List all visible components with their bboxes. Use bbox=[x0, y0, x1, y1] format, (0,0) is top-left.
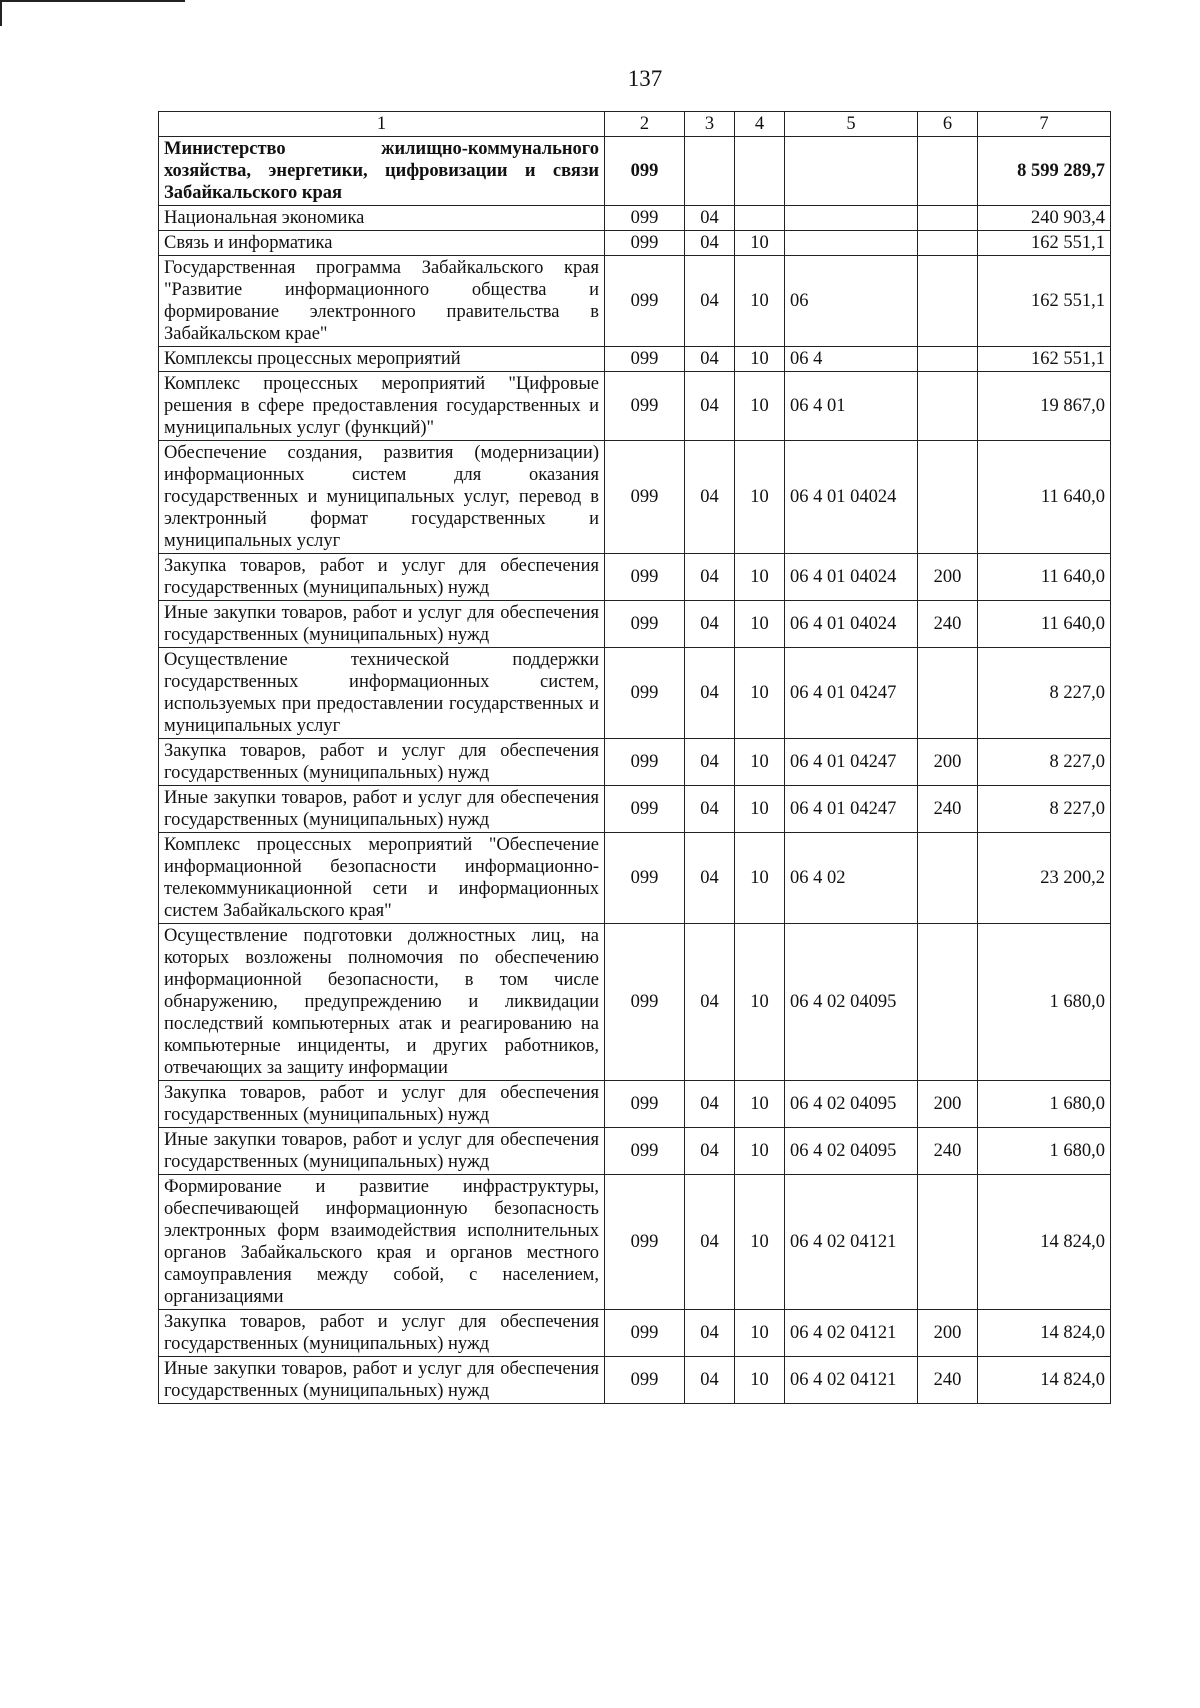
code-cell: 10 bbox=[735, 601, 785, 648]
code-cell: 04 bbox=[685, 441, 735, 554]
column-header: 4 bbox=[735, 112, 785, 137]
code-cell: 06 4 bbox=[785, 347, 918, 372]
code-cell: 240 bbox=[918, 1357, 978, 1404]
code-cell: 04 bbox=[685, 786, 735, 833]
code-cell bbox=[735, 137, 785, 206]
code-cell: 04 bbox=[685, 1357, 735, 1404]
code-cell: 06 4 02 04095 bbox=[785, 924, 918, 1081]
code-cell: 10 bbox=[735, 924, 785, 1081]
row-name-cell: Государственная программа Забайкальского края "Развитие информационного общества и формирование электронного правительства в Забайкальском крае" bbox=[159, 256, 605, 347]
code-cell: 099 bbox=[605, 231, 685, 256]
code-cell: 06 4 01 04024 bbox=[785, 601, 918, 648]
table-header-row bbox=[159, 112, 1111, 137]
column-header: 2 bbox=[605, 112, 685, 137]
code-cell: 099 bbox=[605, 372, 685, 441]
code-cell: 04 bbox=[685, 231, 735, 256]
code-cell: 10 bbox=[735, 648, 785, 739]
code-cell: 06 4 02 04095 bbox=[785, 1081, 918, 1128]
amount-cell: 1 680,0 bbox=[978, 1128, 1111, 1175]
code-cell bbox=[685, 137, 735, 206]
amount-cell: 162 551,1 bbox=[978, 347, 1111, 372]
code-cell bbox=[918, 137, 978, 206]
code-cell: 04 bbox=[685, 1175, 735, 1310]
code-cell: 10 bbox=[735, 372, 785, 441]
code-cell: 04 bbox=[685, 648, 735, 739]
code-cell: 240 bbox=[918, 786, 978, 833]
code-cell: 200 bbox=[918, 1081, 978, 1128]
table-row bbox=[159, 554, 1111, 601]
column-header: 6 bbox=[918, 112, 978, 137]
column-header: 7 bbox=[978, 112, 1111, 137]
code-cell: 04 bbox=[685, 372, 735, 441]
scan-edge-line bbox=[0, 0, 185, 2]
amount-cell: 8 227,0 bbox=[978, 786, 1111, 833]
code-cell bbox=[735, 206, 785, 231]
code-cell: 04 bbox=[685, 739, 735, 786]
amount-cell: 11 640,0 bbox=[978, 554, 1111, 601]
code-cell: 06 4 02 bbox=[785, 833, 918, 924]
row-name-cell: Иные закупки товаров, работ и услуг для обеспечения государственных (муниципальных) нужд bbox=[159, 601, 605, 648]
code-cell: 10 bbox=[735, 256, 785, 347]
code-cell: 099 bbox=[605, 601, 685, 648]
column-header: 1 bbox=[159, 112, 605, 137]
code-cell: 10 bbox=[735, 347, 785, 372]
code-cell: 06 bbox=[785, 256, 918, 347]
amount-cell: 14 824,0 bbox=[978, 1357, 1111, 1404]
row-name-cell: Осуществление технической поддержки государственных информационных систем, используемых при предоставлении государственных и муниципальных услуг bbox=[159, 648, 605, 739]
row-name-cell: Осуществление подготовки должностных лиц, на которых возложены полномочия по обеспечению информационной безопасности, в том числе обнаружению, предупреждению и ликвидации последствий компьютерных атак и реагированию на компьютерные инциденты, и других работников, отвечающих за защиту информации bbox=[159, 924, 605, 1081]
table-row bbox=[159, 1175, 1111, 1310]
code-cell bbox=[785, 231, 918, 256]
table-row bbox=[159, 786, 1111, 833]
code-cell: 04 bbox=[685, 554, 735, 601]
budget-table bbox=[158, 111, 1111, 1404]
code-cell bbox=[918, 347, 978, 372]
code-cell: 04 bbox=[685, 1081, 735, 1128]
amount-cell: 240 903,4 bbox=[978, 206, 1111, 231]
code-cell: 10 bbox=[735, 739, 785, 786]
scan-edge-line bbox=[0, 0, 2, 26]
amount-cell: 23 200,2 bbox=[978, 833, 1111, 924]
code-cell: 04 bbox=[685, 1310, 735, 1357]
code-cell: 10 bbox=[735, 1081, 785, 1128]
amount-cell: 8 599 289,7 bbox=[978, 137, 1111, 206]
code-cell: 04 bbox=[685, 924, 735, 1081]
code-cell: 099 bbox=[605, 256, 685, 347]
table-row bbox=[159, 137, 1111, 206]
table-row bbox=[159, 1357, 1111, 1404]
row-name-cell: Иные закупки товаров, работ и услуг для обеспечения государственных (муниципальных) нужд bbox=[159, 786, 605, 833]
amount-cell: 8 227,0 bbox=[978, 739, 1111, 786]
table-row bbox=[159, 833, 1111, 924]
row-name-cell: Связь и информатика bbox=[159, 231, 605, 256]
row-name-cell: Иные закупки товаров, работ и услуг для обеспечения государственных (муниципальных) нужд bbox=[159, 1357, 605, 1404]
code-cell: 10 bbox=[735, 833, 785, 924]
code-cell: 10 bbox=[735, 554, 785, 601]
code-cell: 200 bbox=[918, 554, 978, 601]
code-cell bbox=[918, 372, 978, 441]
table-row bbox=[159, 441, 1111, 554]
code-cell: 06 4 02 04121 bbox=[785, 1175, 918, 1310]
code-cell: 099 bbox=[605, 347, 685, 372]
code-cell: 099 bbox=[605, 924, 685, 1081]
code-cell: 04 bbox=[685, 206, 735, 231]
code-cell: 06 4 01 04024 bbox=[785, 554, 918, 601]
code-cell: 099 bbox=[605, 1175, 685, 1310]
code-cell: 099 bbox=[605, 441, 685, 554]
row-name-cell: Комплексы процессных мероприятий bbox=[159, 347, 605, 372]
code-cell bbox=[918, 924, 978, 1081]
row-name-cell: Закупка товаров, работ и услуг для обеспечения государственных (муниципальных) нужд bbox=[159, 739, 605, 786]
amount-cell: 162 551,1 bbox=[978, 256, 1111, 347]
code-cell: 06 4 02 04095 bbox=[785, 1128, 918, 1175]
row-name-cell: Министерство жилищно-коммунального хозяйства, энергетики, цифровизации и связи Забайкальского края bbox=[159, 137, 605, 206]
code-cell: 04 bbox=[685, 347, 735, 372]
code-cell: 04 bbox=[685, 1128, 735, 1175]
code-cell bbox=[785, 206, 918, 231]
code-cell: 099 bbox=[605, 1357, 685, 1404]
amount-cell: 1 680,0 bbox=[978, 1081, 1111, 1128]
amount-cell: 19 867,0 bbox=[978, 372, 1111, 441]
code-cell: 099 bbox=[605, 554, 685, 601]
amount-cell: 11 640,0 bbox=[978, 441, 1111, 554]
row-name-cell: Закупка товаров, работ и услуг для обеспечения государственных (муниципальных) нужд bbox=[159, 1081, 605, 1128]
column-header: 3 bbox=[685, 112, 735, 137]
code-cell: 10 bbox=[735, 231, 785, 256]
code-cell: 10 bbox=[735, 1310, 785, 1357]
code-cell bbox=[785, 137, 918, 206]
code-cell: 10 bbox=[735, 1175, 785, 1310]
row-name-cell: Иные закупки товаров, работ и услуг для обеспечения государственных (муниципальных) нужд bbox=[159, 1128, 605, 1175]
code-cell: 099 bbox=[605, 739, 685, 786]
code-cell: 099 bbox=[605, 1081, 685, 1128]
code-cell: 06 4 02 04121 bbox=[785, 1357, 918, 1404]
code-cell: 200 bbox=[918, 1310, 978, 1357]
table-row bbox=[159, 206, 1111, 231]
table-row bbox=[159, 1310, 1111, 1357]
table-row bbox=[159, 347, 1111, 372]
code-cell: 099 bbox=[605, 648, 685, 739]
code-cell: 04 bbox=[685, 833, 735, 924]
code-cell: 10 bbox=[735, 441, 785, 554]
code-cell: 04 bbox=[685, 256, 735, 347]
code-cell bbox=[918, 231, 978, 256]
code-cell bbox=[918, 833, 978, 924]
code-cell: 10 bbox=[735, 1357, 785, 1404]
code-cell: 06 4 01 04247 bbox=[785, 739, 918, 786]
table-row bbox=[159, 924, 1111, 1081]
table-row bbox=[159, 648, 1111, 739]
amount-cell: 162 551,1 bbox=[978, 231, 1111, 256]
code-cell: 06 4 01 04024 bbox=[785, 441, 918, 554]
amount-cell: 1 680,0 bbox=[978, 924, 1111, 1081]
code-cell bbox=[918, 206, 978, 231]
table-row bbox=[159, 739, 1111, 786]
code-cell: 099 bbox=[605, 206, 685, 231]
page-number: 137 bbox=[627, 66, 663, 91]
code-cell: 099 bbox=[605, 786, 685, 833]
code-cell bbox=[918, 1175, 978, 1310]
amount-cell: 14 824,0 bbox=[978, 1310, 1111, 1357]
table-row bbox=[159, 601, 1111, 648]
code-cell: 06 4 01 04247 bbox=[785, 648, 918, 739]
row-name-cell: Формирование и развитие инфраструктуры, обеспечивающей информационную безопасность электронных форм взаимодействия исполнительных органов Забайкальского края и органов местного самоуправления между собой, с населением, организациями bbox=[159, 1175, 605, 1310]
row-name-cell: Национальная экономика bbox=[159, 206, 605, 231]
row-name-cell: Обеспечение создания, развития (модернизации) информационных систем для оказания государственных и муниципальных услуг, перевод в электронный формат государственных и муниципальных услуг bbox=[159, 441, 605, 554]
table-row bbox=[159, 1081, 1111, 1128]
code-cell: 099 bbox=[605, 137, 685, 206]
row-name-cell: Закупка товаров, работ и услуг для обеспечения государственных (муниципальных) нужд bbox=[159, 554, 605, 601]
code-cell: 10 bbox=[735, 1128, 785, 1175]
code-cell: 06 4 02 04121 bbox=[785, 1310, 918, 1357]
table-body bbox=[159, 137, 1111, 1404]
column-header: 5 bbox=[785, 112, 918, 137]
code-cell: 04 bbox=[685, 601, 735, 648]
code-cell bbox=[918, 256, 978, 347]
amount-cell: 8 227,0 bbox=[978, 648, 1111, 739]
table-row bbox=[159, 1128, 1111, 1175]
code-cell: 099 bbox=[605, 1310, 685, 1357]
code-cell: 10 bbox=[735, 786, 785, 833]
code-cell: 099 bbox=[605, 1128, 685, 1175]
table-row bbox=[159, 231, 1111, 256]
amount-cell: 14 824,0 bbox=[978, 1175, 1111, 1310]
code-cell: 099 bbox=[605, 833, 685, 924]
table-row bbox=[159, 372, 1111, 441]
code-cell: 240 bbox=[918, 1128, 978, 1175]
code-cell bbox=[918, 441, 978, 554]
amount-cell: 11 640,0 bbox=[978, 601, 1111, 648]
row-name-cell: Комплекс процессных мероприятий "Цифровые решения в сфере предоставления государственных и муниципальных услуг (функций)" bbox=[159, 372, 605, 441]
code-cell: 06 4 01 04247 bbox=[785, 786, 918, 833]
table-row bbox=[159, 256, 1111, 347]
row-name-cell: Комплекс процессных мероприятий "Обеспечение информационной безопасности информационно-телекоммуникационной сети и информационных систем Забайкальского края" bbox=[159, 833, 605, 924]
code-cell bbox=[918, 648, 978, 739]
row-name-cell: Закупка товаров, работ и услуг для обеспечения государственных (муниципальных) нужд bbox=[159, 1310, 605, 1357]
code-cell: 240 bbox=[918, 601, 978, 648]
code-cell: 200 bbox=[918, 739, 978, 786]
code-cell: 06 4 01 bbox=[785, 372, 918, 441]
